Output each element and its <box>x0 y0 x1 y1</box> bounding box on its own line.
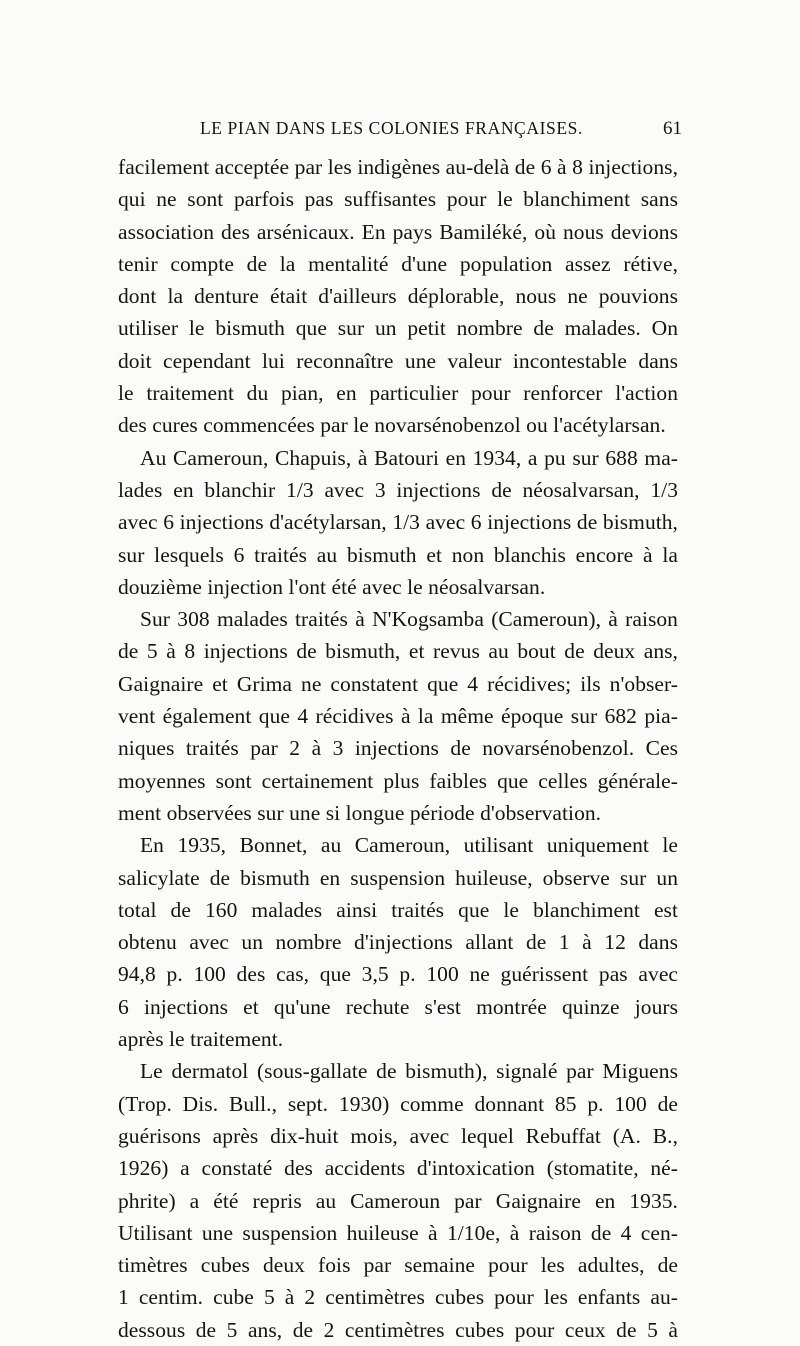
text-line: après le traitement. <box>118 1027 284 1052</box>
running-title: LE PIAN DANS LES COLONIES FRANÇAISES. <box>200 118 583 138</box>
text-line: tenir compte de la mentalité d'une population assez rétive, <box>118 251 678 276</box>
body-text <box>118 151 678 1346</box>
text-line: total de 160 malades ainsi traités que le blanchiment est <box>118 897 678 922</box>
text-line: 6 injections et qu'une rechute s'est montrée quinze jours <box>118 994 678 1019</box>
page-header <box>118 118 682 144</box>
text-line: Sur 308 malades traités à N'Kogsamba (Cameroun), à raison <box>140 607 678 632</box>
text-line: niques traités par 2 à 3 injections de novarsénobenzol. Ces <box>118 736 678 761</box>
text-line: douzième injection l'ont été avec le néosalvarsan. <box>118 574 546 599</box>
text-line: Gaignaire et Grima ne constatent que 4 récidives; ils n'obser- <box>118 671 678 696</box>
text-line: 94,8 p. 100 des cas, que 3,5 p. 100 ne guérissent pas avec <box>118 962 678 987</box>
text-line: vent également que 4 récidives à la même époque sur 682 pia- <box>118 704 678 729</box>
text-line: salicylate de bismuth en suspension huileuse, observe sur un <box>118 865 678 890</box>
text-line: ment observées sur une si longue période d'observation. <box>118 800 602 825</box>
text-line: utiliser le bismuth que sur un petit nombre de malades. On <box>118 316 678 341</box>
text-line: lades en blanchir 1/3 avec 3 injections de néosalvarsan, 1/3 <box>118 477 678 502</box>
text-line: timètres cubes deux fois par semaine pour les adultes, de <box>118 1253 678 1278</box>
text-line: dessous de 5 ans, de 2 centimètres cubes pour ceux de 5 à <box>118 1317 678 1342</box>
text-line: qui ne sont parfois pas suffisantes pour le blanchiment sans <box>118 187 678 212</box>
text-line: Le dermatol (sous-gallate de bismuth), signalé par Miguens <box>140 1059 678 1084</box>
text-line: dont la denture était d'ailleurs déplorable, nous ne pouvions <box>118 284 678 309</box>
text-line: obtenu avec un nombre d'injections allant de 1 à 12 dans <box>118 930 678 955</box>
text-line: En 1935, Bonnet, au Cameroun, utilisant uniquement le <box>140 833 678 858</box>
text-line: doit cependant lui reconnaître une valeur incontestable dans <box>118 348 678 373</box>
text-line: Au Cameroun, Chapuis, à Batouri en 1934, a pu sur 688 ma- <box>140 445 678 470</box>
text-line: des cures commencées par le novarsénobenzol ou l'acétylarsan. <box>118 413 666 438</box>
text-line: le traitement du pian, en particulier pour renforcer l'action <box>118 381 678 406</box>
text-line: moyennes sont certainement plus faibles que celles générale- <box>118 768 678 793</box>
text-line: phrite) a été repris au Cameroun par Gaignaire en 1935. <box>118 1188 678 1213</box>
text-line: de 5 à 8 injections de bismuth, et revus au bout de deux ans, <box>118 639 678 664</box>
text-line: avec 6 injections d'acétylarsan, 1/3 avec 6 injections de bismuth, <box>118 510 678 535</box>
text-line: 1 centim. cube 5 à 2 centimètres cubes pour les enfants au- <box>118 1285 678 1310</box>
page-number: 61 <box>663 118 682 139</box>
text-line: 1926) a constaté des accidents d'intoxication (stomatite, né- <box>118 1156 678 1181</box>
text-line: guérisons après dix-huit mois, avec lequel Rebuffat (A. B., <box>118 1123 678 1148</box>
text-line: association des arsénicaux. En pays Bamiléké, où nous devions <box>118 219 678 244</box>
text-line: (Trop. Dis. Bull., sept. 1930) comme donnant 85 p. 100 de <box>118 1091 678 1116</box>
text-line: sur lesquels 6 traités au bismuth et non blanchis encore à la <box>118 542 678 567</box>
text-line: Utilisant une suspension huileuse à 1/10e, à raison de 4 cen- <box>118 1220 678 1245</box>
text-line: facilement acceptée par les indigènes au-delà de 6 à 8 injections, <box>118 155 678 179</box>
